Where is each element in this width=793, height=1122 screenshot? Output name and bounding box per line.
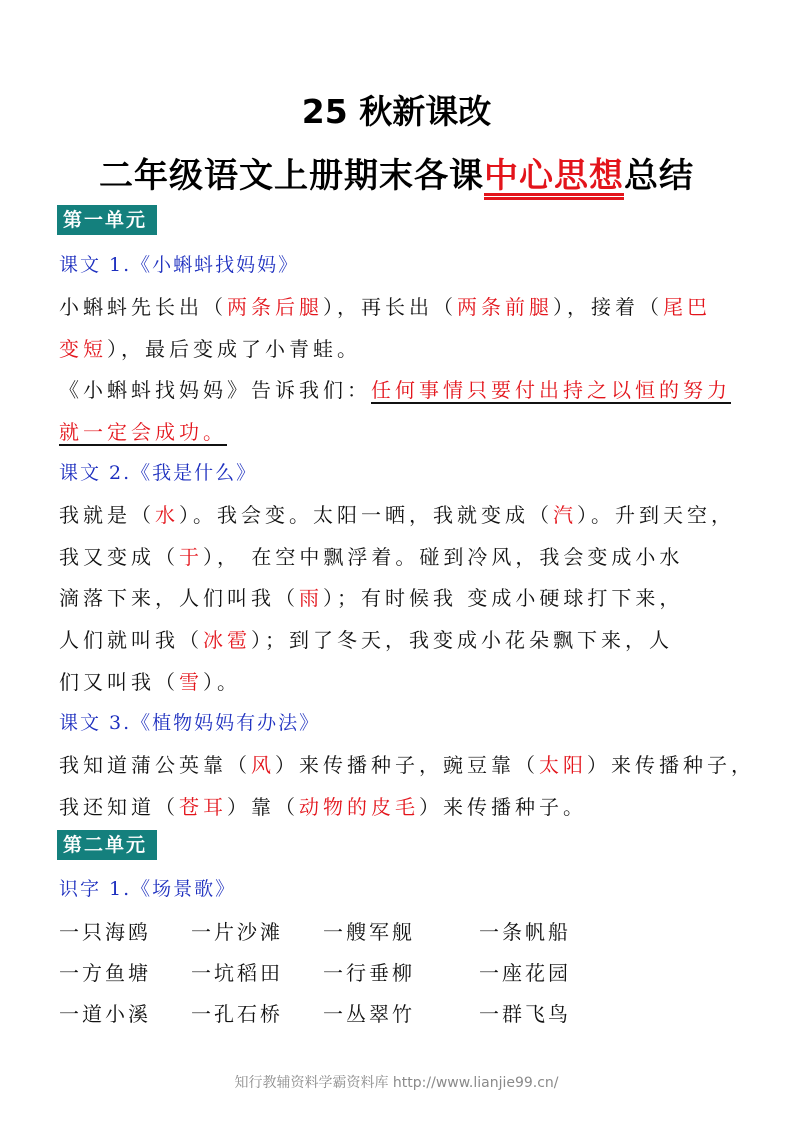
lesson-2-line-3: 滴落下来，人们叫我（雨）；有时候我 变成小硬球打下来， bbox=[59, 586, 684, 610]
lesson-2-line-2: 我又变成（于）， 在空中飘浮着。碰到冷风，我会变成小水 bbox=[59, 545, 684, 569]
scene-word: 一坑稻田 bbox=[191, 961, 283, 985]
title-highlight: 中心思想 bbox=[484, 156, 624, 196]
footer-watermark: 知行教辅资料学霸资料库 http://www.lianjie99.cn/ bbox=[234, 1075, 559, 1091]
scene-word: 一艘军舰 bbox=[323, 920, 415, 944]
lesson-2-line-4: 人们就叫我（冰雹）；到了冬天，我变成小花朵飘下来，人 bbox=[59, 628, 673, 652]
scene-word: 一只海鸥 bbox=[59, 920, 151, 944]
scene-word: 一方鱼塘 bbox=[59, 961, 151, 985]
unit-2-lesson-1-title: 识字 1.《场景歌》 bbox=[59, 878, 237, 900]
lesson-3-line-2: 我还知道（苍耳）靠（动物的皮毛）来传播种子。 bbox=[59, 795, 587, 819]
lesson-1-title: 课文 1.《小蝌蚪找妈妈》 bbox=[59, 254, 300, 276]
scene-word: 一片沙滩 bbox=[191, 920, 283, 944]
lesson-3-line-1: 我知道蒲公英靠（风）来传播种子，豌豆靠（太阳）来传播种子， bbox=[59, 753, 755, 777]
scene-word: 一群飞鸟 bbox=[479, 1002, 571, 1026]
scene-word: 一孔石桥 bbox=[191, 1002, 283, 1026]
scene-word: 一丛翠竹 bbox=[323, 1002, 415, 1026]
lesson-1-theme: 任何事情只要付出持之以恒的努力 bbox=[371, 378, 731, 402]
title-line-2 bbox=[0, 148, 793, 197]
scene-word: 一座花园 bbox=[479, 961, 571, 985]
title-line-2-pre: 二年级语文上册期末各课 bbox=[99, 156, 484, 196]
unit-1-header: 第一单元 bbox=[57, 205, 157, 235]
lesson-2-title: 课文 2.《我是什么》 bbox=[59, 462, 258, 484]
scene-word: 一道小溪 bbox=[59, 1002, 151, 1026]
lesson-1-line-3: 《小蝌蚪找妈妈》告诉我们：任何事情只要付出持之以恒的努力 bbox=[59, 378, 731, 402]
title-line-1: 25 秋新课改 bbox=[301, 92, 492, 131]
scene-word: 一条帆船 bbox=[479, 920, 571, 944]
lesson-1-theme-end: 就一定会成功。 bbox=[59, 420, 227, 444]
scene-word: 一行垂柳 bbox=[323, 961, 415, 985]
lesson-3-title: 课文 3.《植物妈妈有办法》 bbox=[59, 712, 321, 734]
title-line-2-post: 总结 bbox=[624, 156, 694, 196]
lesson-2-line-1: 我就是（水）。我会变。太阳一晒，我就变成（汽）。升到天空， bbox=[59, 503, 735, 527]
lesson-1-line-4 bbox=[59, 416, 227, 445]
lesson-1-line-2: 变短），最后变成了小青蛙。 bbox=[59, 337, 361, 361]
lesson-2-line-5: 们又叫我（雪）。 bbox=[59, 670, 241, 694]
unit-2-header: 第二单元 bbox=[57, 830, 157, 860]
lesson-1-line-1: 小蝌蚪先长出（两条后腿），再长出（两条前腿），接着（尾巴 bbox=[59, 295, 711, 319]
